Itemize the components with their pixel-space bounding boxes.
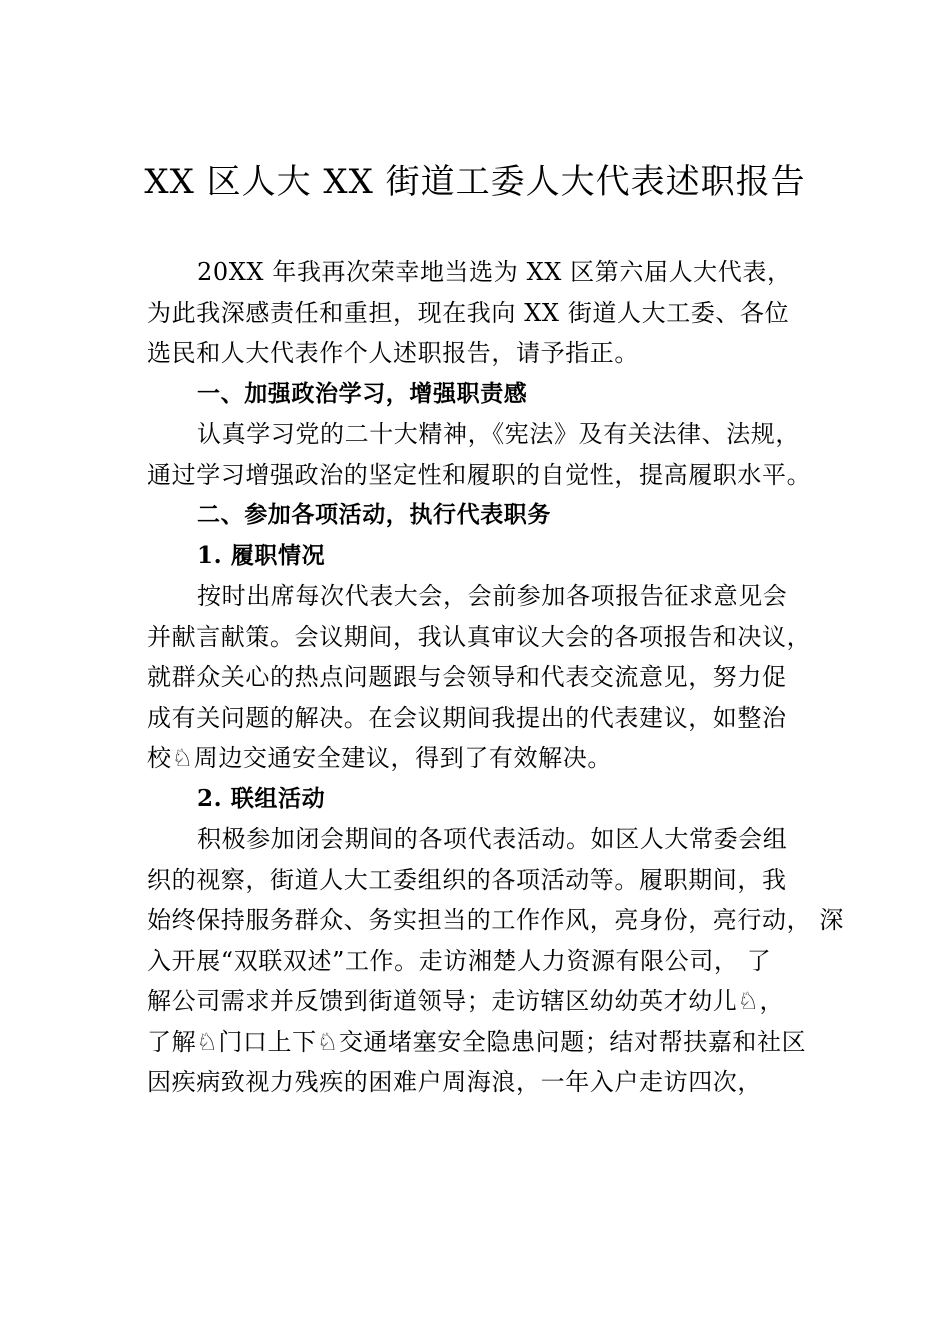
section-2-heading: 二、参加各项活动，执行代表职务 (197, 502, 551, 528)
document-body (147, 252, 845, 1103)
subsection-1-line: 校♘周边交通安全建议，得到了有效解决。 (147, 744, 612, 772)
intro-line: 选民和人大代表作个人述职报告，请予指正。 (147, 339, 639, 367)
intro-line: 为此我深感责任和重担，现在我向 XX 街道人大工委、各位 (147, 298, 790, 327)
section-1-line: 认真学习党的二十大精神，《宪法》及有关法律、法规， (197, 420, 800, 448)
document-title: XX 区人大 XX 街道工委人大代表述职报告 (144, 162, 806, 202)
subsection-2-line: 入开展“双联双述”工作。走访湘楚人力资源有限公司， 了 (147, 946, 772, 975)
subsection-1-heading: 1. 履职情况 (197, 541, 326, 569)
subsection-2-line: 织的视察，街道人大工委组织的各项活动等。履职期间，我 (147, 865, 787, 894)
subsection-2-line: 积极参加闭会期间的各项代表活动。如区人大常委会组 (197, 825, 788, 853)
subsection-1-line: 并献言献策。会议期间，我认真审议大会的各项报告和决议， (147, 622, 812, 651)
subsection-2-line: 了解♘门口上下♘交通堵塞安全隐患问题；结对帮扶嘉和社区 (147, 1027, 807, 1056)
section-1-heading: 一、加强政治学习，增强职责感 (197, 380, 528, 407)
subsection-1-line: 成有关问题的解决。在会议期间我提出的代表建议，如整治 (147, 703, 787, 732)
subsection-2-line: 始终保持服务群众、务实担当的工作作风，亮身份，亮行动， 深 (147, 906, 845, 934)
subsection-1-line: 按时出席每次代表大会，会前参加各项报告征求意见会 (197, 582, 788, 610)
subsection-1-line: 就群众关心的热点问题跟与会领导和代表交流意见，努力促 (147, 663, 787, 691)
subsection-2-line: 因疾病致视力残疾的困难户周海浪，一年入户走访四次， (147, 1068, 762, 1096)
intro-line: 20XX 年我再次荣幸地当选为 XX 区第六届人大代表， (197, 258, 792, 286)
subsection-2-heading: 2. 联组活动 (197, 784, 326, 812)
subsection-2-line: 解公司需求并反馈到街道领导；走访辖区幼幼英才幼儿♘， (147, 987, 785, 1015)
section-1-line: 通过学习增强政治的坚定性和履职的自觉性，提高履职水平。 (147, 460, 812, 489)
